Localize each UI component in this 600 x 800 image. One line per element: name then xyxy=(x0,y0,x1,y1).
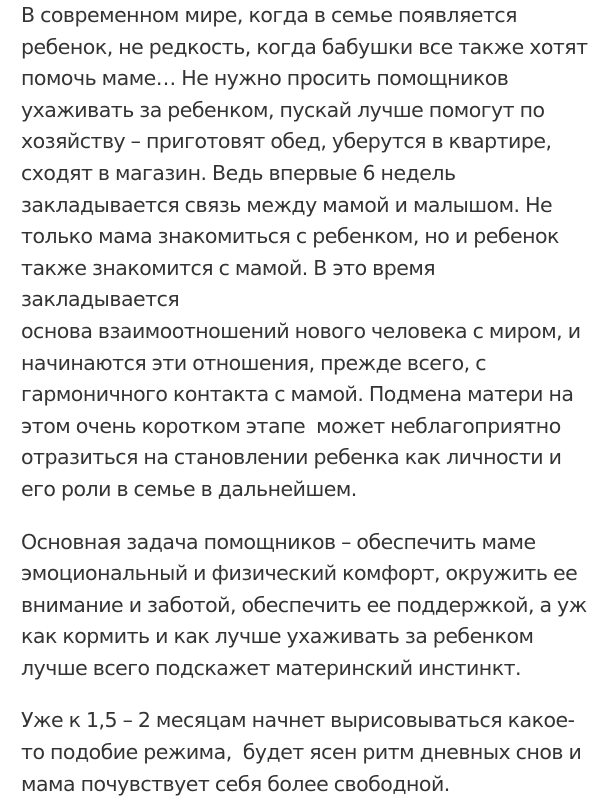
paragraph-newborn-help: В современном мире, когда в семье появляется ребенок, не редкость, когда бабушки все также хотят помочь маме… Не нужно просить помощников ухаживать за ребенком, пускай лучше помогут по хозяйству – приготовят обед, уберутся в квартире, сходят в магазин. Ведь впервые 6 недель закладывается связь между мамой и малышом. Не только мама знакомиться с ребенком, но и ребенок также знакомится с мамой. В это время закладывается основа взаимоотношений нового человека с миром, и начинаются эти отношения, прежде всего, с гармоничного контакта с мамой. Подмена матери на этом очень коротком этапе может неблагоприятно отразиться на становлении ребенка как личности и его роли в семье в дальнейшем. xyxy=(21,3,588,501)
article-body xyxy=(21,0,593,800)
paragraph-helpers-task: Основная задача помощников – обеспечить маме эмоциональный и физический комфорт, окружить ее внимание и заботой, обеспечить ее поддержкой, а уж как кормить и как лучше ухаживать за ребенком лучше всего подскажет материнский инстинкт. xyxy=(21,529,587,680)
paragraph-routine: Уже к 1,5 – 2 месяцам начнет вырисовываться какое- то подобие режима, будет ясен ритм дневных снов и мама почувствует себя более свободной. xyxy=(21,708,582,796)
